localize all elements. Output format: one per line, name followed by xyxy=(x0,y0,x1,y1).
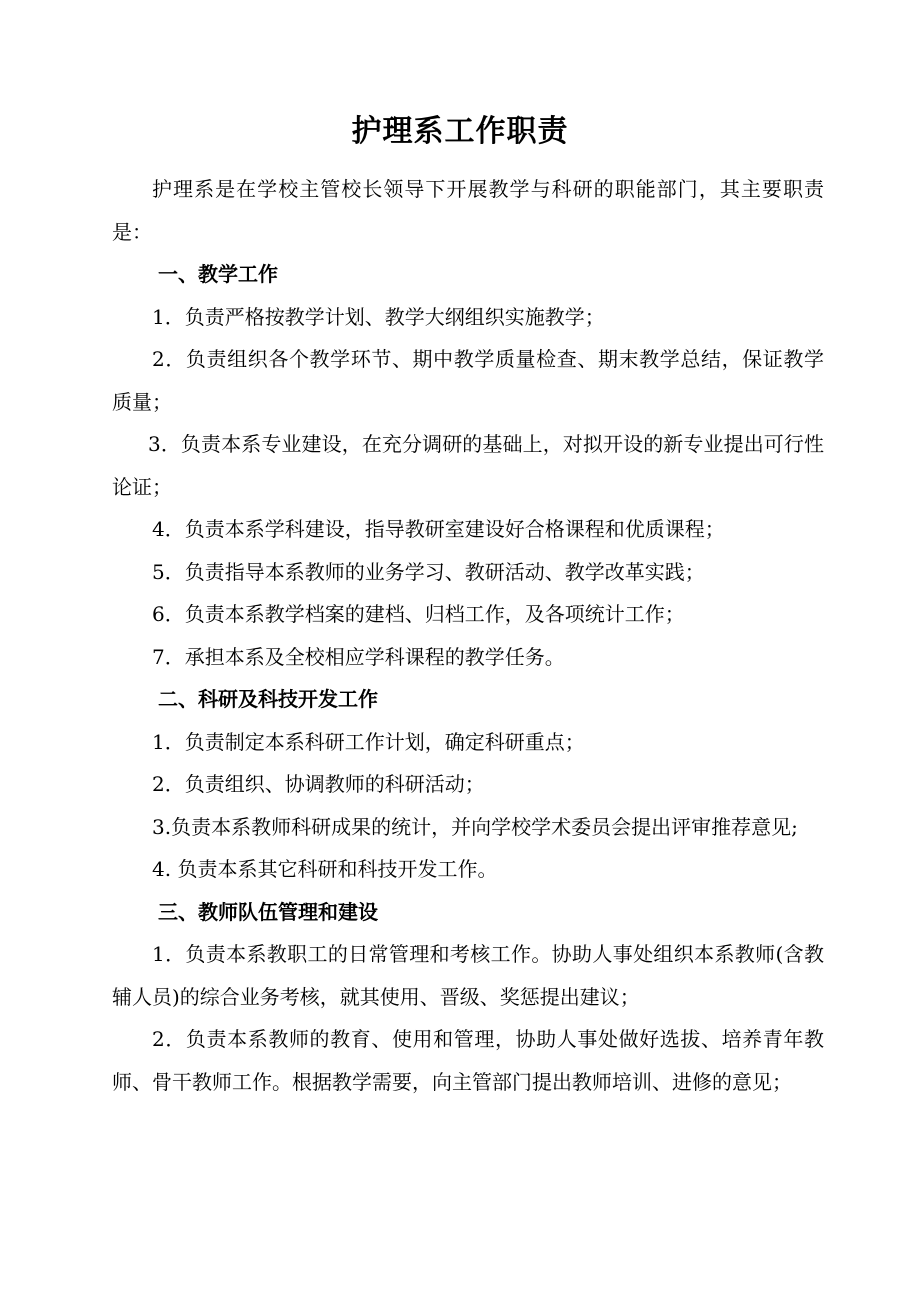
section-heading: 三、教师队伍管理和建设 xyxy=(158,899,378,924)
list-item: 2．负责组织、协调教师的科研活动； xyxy=(152,772,485,796)
section-heading: 一、教学工作 xyxy=(158,262,278,286)
list-item: 3．负责本系专业建设，在充分调研的基础上，对拟开设的新专业提出可行性论证； xyxy=(112,432,824,499)
list-item: 3.负责本系教师科研成果的统计，并向学校学术委员会提出评审推荐意见; xyxy=(152,814,798,839)
list-item: 7．承担本系及全校相应学科课程的教学任务。 xyxy=(152,644,565,669)
section-heading: 二、科研及科技开发工作 xyxy=(158,687,378,711)
section-faculty xyxy=(112,891,824,1104)
list-item: 4．负责本系学科建设，指导教研室建设好合格课程和优质课程； xyxy=(152,517,725,541)
list-item: 2．负责本系教师的教育、使用和管理，协助人事处做好选拔、培养青年教师、骨干教师工作。根据教学需要，向主管部门提出教师培训、进修的意见； xyxy=(112,1027,824,1094)
list-item: 1．负责本系教职工的日常管理和考核工作。协助人事处组织本系教师(含教辅人员)的综合业务考核，就其使用、晋级、奖惩提出建议； xyxy=(112,942,824,1009)
intro-paragraph: 护理系是在学校主管校长领导下开展教学与科研的职能部门，其主要职责是： xyxy=(112,177,824,244)
section-teaching xyxy=(112,253,824,678)
list-item: 1．负责严格按教学计划、教学大纲组织实施教学； xyxy=(152,304,605,329)
list-item: 4. 负责本系其它科研和科技开发工作。 xyxy=(152,857,498,881)
document-body xyxy=(112,168,824,1103)
section-research xyxy=(112,678,824,891)
document-title: 护理系工作职责 xyxy=(351,114,569,149)
list-item: 1．负责制定本系科研工作计划，确定科研重点； xyxy=(152,729,585,754)
list-item: 5．负责指导本系教师的业务学习、教研活动、教学改革实践； xyxy=(152,559,705,584)
list-item: 6．负责本系教学档案的建档、归档工作，及各项统计工作； xyxy=(152,602,685,626)
list-item: 2．负责组织各个教学环节、期中教学质量检查、期末教学总结，保证教学质量； xyxy=(112,347,824,414)
